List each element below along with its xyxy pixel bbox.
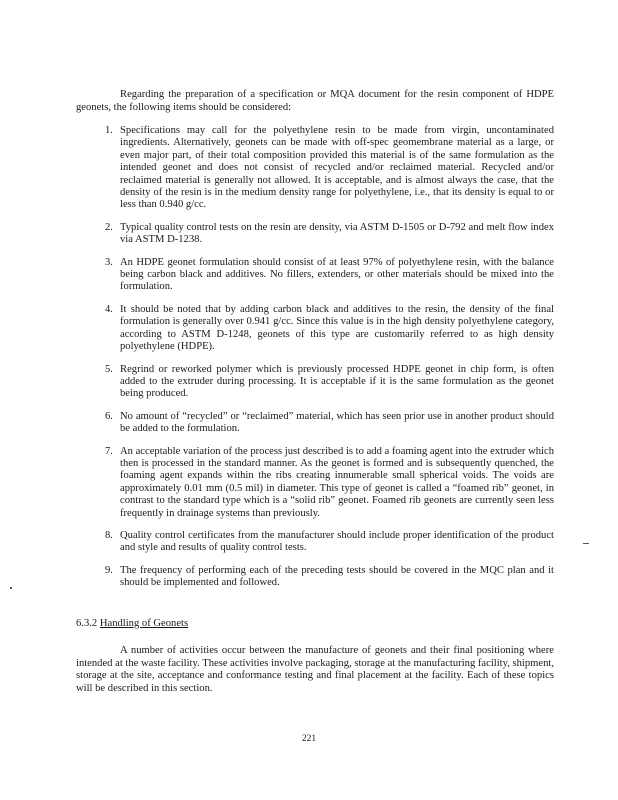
list-item-number: 4. bbox=[105, 303, 113, 315]
intro-paragraph: Regarding the preparation of a specification or MQA document for the resin component of HDPE geonets, the following items should be considered: bbox=[76, 89, 554, 113]
list-item-number: 8. bbox=[105, 529, 113, 541]
list-item-text: It should be noted that by adding carbon black and additives to the resin, the density of the final formulation is generally over 0.941 g/cc. Since this value is in the high density polyethylene category, according to ASTM D-1248, geonets of this type are customarily referred to as high density polyethylene (HDPE). bbox=[120, 303, 554, 353]
list-item-number: 3. bbox=[105, 256, 113, 268]
list-item-number: 7. bbox=[105, 445, 113, 457]
list-item bbox=[76, 257, 554, 294]
list-item bbox=[76, 530, 554, 555]
section-title: Handling of Geonets bbox=[99, 618, 189, 629]
closing-paragraph: A number of activities occur between the manufacture of geonets and their final positioning where intended at the waste facility. These activities involve packaging, storage at the manufacturing facility, shipment, storage at the site, acceptance and conformance testing and final placement at the facility. Each of these topics will be described in this section. bbox=[76, 645, 554, 694]
list-item-text: Typical quality control tests on the resin are density, via ASTM D-1505 or D-792 and melt flow index via ASTM D-1238. bbox=[120, 221, 554, 246]
list-item-number: 5. bbox=[105, 363, 113, 375]
list-item bbox=[76, 565, 554, 590]
margin-mark bbox=[583, 543, 589, 544]
list-item bbox=[76, 446, 554, 520]
list-item-number: 9. bbox=[105, 564, 113, 576]
section-number: 6.3.2 bbox=[76, 618, 98, 629]
list-item-number: 6. bbox=[105, 410, 113, 422]
considerations-list bbox=[76, 125, 554, 600]
list-item bbox=[76, 364, 554, 401]
section-heading bbox=[76, 618, 188, 629]
list-item-text: An acceptable variation of the process just described is to add a foaming agent into the extruder which then is processed in the standard manner. As the geonet is formed and is subsequently quenched, the foaming agent expands within the ribs creating innumerable small spherical voids. The voids are approximately 0.01 mm (0.5 mil) in diameter. This type of geonet is called a “foamed rib” geonet, in contrast to the standard type which is a “solid rib” geonet. Foamed rib geonets are currently seen less frequently in drainage systems than previously. bbox=[120, 445, 554, 519]
list-item bbox=[76, 411, 554, 436]
list-item-text: The frequency of performing each of the preceding tests should be covered in the MQC plan and it should be implemented and followed. bbox=[120, 564, 554, 589]
list-item bbox=[76, 304, 554, 354]
list-item-text: Specifications may call for the polyethylene resin to be made from virgin, uncontaminated ingredients. Alternatively, geonets can be made with off-spec geomembrane material as a large, or even major part, of their total composition provided this material is of the same formulation as the intended geonet and does not consist of recycled and/or reclaimed material. Recycled and/or reclaimed material is generally not allowed. It is acceptable, and is almost always the case, that the density of the resin is in the medium density range for polyethylene, i.e., that its density is equal to or less than 0.940 g/cc. bbox=[120, 125, 554, 211]
list-item-number: 1. bbox=[105, 125, 113, 136]
list-item-text: Regrind or reworked polymer which is previously processed HDPE geonet in chip form, is often added to the extruder during processing. It is acceptable if it is the same formulation as the geonet being produced. bbox=[120, 363, 554, 400]
list-item-text: An HDPE geonet formulation should consist of at least 97% of polyethylene resin, with the balance being carbon black and additives. No fillers, extenders, or other materials should be mixed into the formulation. bbox=[120, 256, 554, 293]
list-item bbox=[76, 125, 554, 212]
list-item-text: Quality control certificates from the manufacturer should include proper identification of the product and style and results of quality control tests. bbox=[120, 529, 554, 554]
list-item bbox=[76, 222, 554, 247]
list-item-number: 2. bbox=[105, 221, 113, 233]
page-number: 221 bbox=[301, 734, 317, 744]
list-item-text: No amount of “recycled” or “reclaimed” material, which has seen prior use in another product should be added to the formulation. bbox=[120, 410, 554, 435]
margin-mark bbox=[10, 587, 12, 589]
